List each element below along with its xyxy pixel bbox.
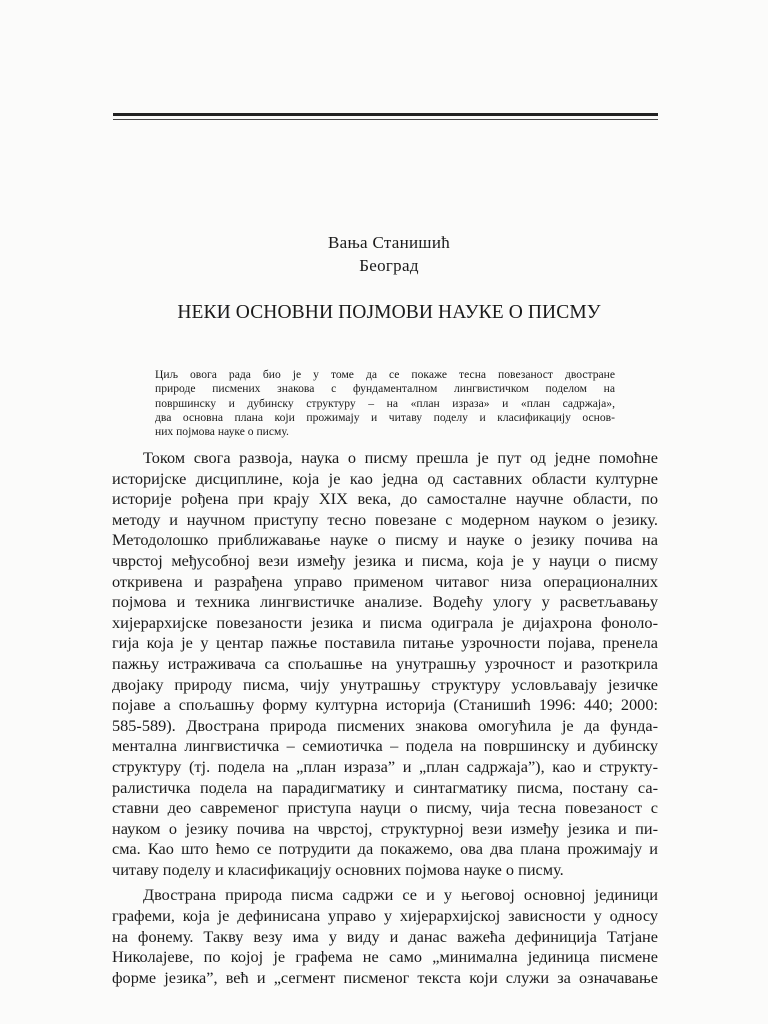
abstract-line: них појмова науке о писму. [155,425,289,439]
abstract-line: природе писмених знакова с фундаменталном лингвистичком поделом на [155,382,615,396]
body-line: Током свога развоја, наука о писму прешла је пут од једне помоћне [143,448,658,467]
body-line: 585-589). Двострана природа писмених знакова омогућила је да фунда- [112,715,658,735]
body-line: историје рођена при крају XIX века, до самосталне научне области, по [112,489,658,509]
body-line: чврстој међусобној вези између језика и писма, која је у науци о писму [112,550,658,570]
body-line: читаву поделу и класификацију основних појмова науке о писму. [112,859,564,879]
body-line: пажњу истраживача са спољашње на унутрашњу узрочност и разоткрила [112,653,658,673]
body-line: откривена и разрађена управо применом читавог низа операционалних [112,571,658,591]
body-line: Николајеве, по којој је графема не само „минимална јединица писмене [112,947,658,967]
header-rule-thick [113,113,658,116]
body-line: науком о језику почива на чврстој, структурној вези између језика и пи- [112,818,658,838]
body-line: графеми, која је дефинисана управо у хијерархијској зависности у односу [112,906,658,926]
author-name: Вања Станишић [327,233,451,252]
body-line: појаве а спољашњу форму културна историја (Станишић 1996: 440; 2000: [112,695,658,715]
body-text [112,448,658,988]
abstract-line: два основна плана који прожимају и читаву поделу и класификацију основ- [155,410,615,424]
body-line: сма. Као што ћемо се потрудити да покажемо, ова два плана прожимају и [112,839,658,859]
body-line: ментална лингвистичка – семиотичка – подела на површинску и дубинску [112,736,658,756]
body-line: Двострана природа писма садржи се и у његовој основној јединици [143,885,658,905]
paragraph-2 [112,885,658,988]
paragraph-1 [112,448,658,880]
body-line: појмова и техника лингвистичке анализе. Водећу улогу у расветљавању [112,592,658,612]
body-line: структуру (тј. подела на „план израза” и „план садржаја”), као и структу- [112,756,658,776]
body-line: ставни део савременог приступа науци о писму, чија тесна повезаност с [112,798,658,818]
body-line: двојаку природу писма, чију унутрашњу структуру условљавају језичке [112,674,658,694]
header-rule-thin [113,119,658,120]
body-line: ралистичка подела на парадигматику и синтагматику писма, постану са- [112,777,658,797]
author-city: Београд [359,256,419,275]
body-line: методу и научном приступу тесно повезане с модерном науком о језику. [112,509,658,529]
abstract-line: површинску и дубинску структуру – на «план израза» и «план садржаја», [155,396,615,410]
body-line: на фонему. Такву везу има у виду и данас важећа дефиниција Татјане [112,926,658,946]
body-line: Методолошко приближавање науке о писму и науке о језику почива на [112,530,658,550]
article-title: НЕКИ ОСНОВНИ ПОЈМОВИ НАУКЕ О ПИСМУ [177,302,601,323]
body-line: историјске дисциплине, која је као једна од саставних области културне [112,468,658,488]
abstract-line: Циљ овога рада био је у томе да се покаже тесна повезаност двостране [155,368,615,381]
abstract [155,368,615,439]
body-line: хијерархијске повезаности језика и писма одиграла је дијахрона фоноло- [112,612,658,632]
body-line: форме језика”, већ и „сегмент писменог текста који служи за означавање [112,967,658,987]
body-line: гија која је у центар пажње поставила питање узрочности појава, пренела [112,633,658,653]
